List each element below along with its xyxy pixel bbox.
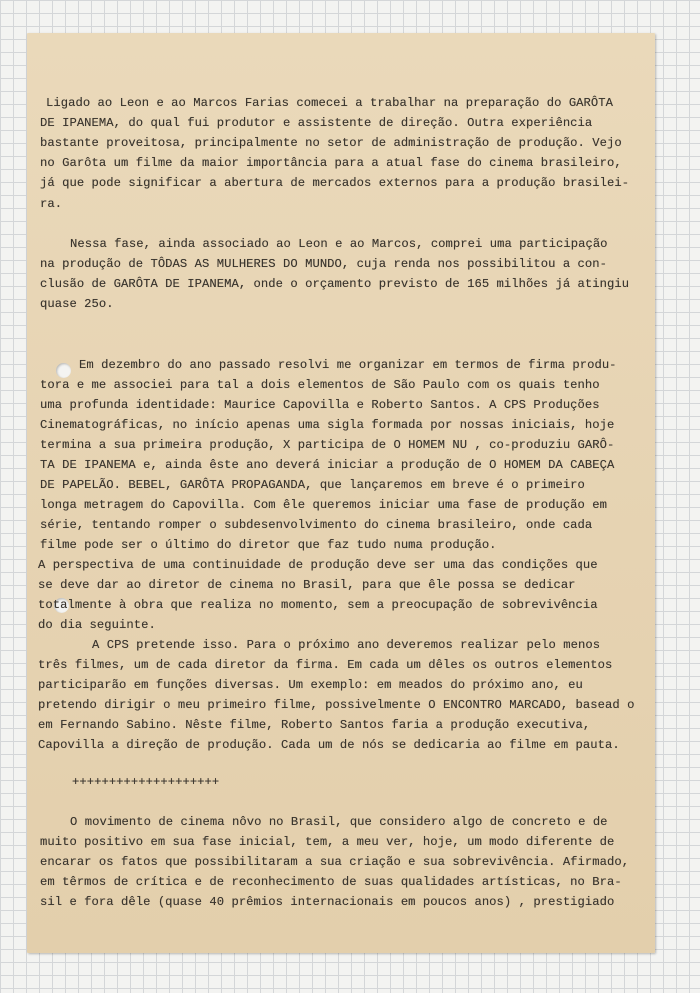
text-line: Ligado ao Leon e ao Marcos Farias comecei a trabalhar na preparação do GARÔTA <box>46 96 614 110</box>
text-line: série, tentando romper o subdesenvolvimento do cinema brasileiro, onde cada <box>40 518 593 532</box>
text-line: se deve dar ao diretor de cinema no Brasil, para que êle possa se dedicar <box>38 578 576 592</box>
text-line: Em dezembro do ano passado resolvi me organizar em termos de firma produ- <box>79 358 617 372</box>
text-line: participarão em funções diversas. Um exemplo: em meados do próximo ano, eu <box>38 678 583 692</box>
text-line: na produção de TÔDAS AS MULHERES DO MUNDO, cuja renda nos possibilitou a con- <box>40 257 608 271</box>
text-line: filme pode ser o último do diretor que faz tudo numa produção. <box>40 538 497 552</box>
text-line: clusão de GARÔTA DE IPANEMA, onde o orçamento previsto de 165 milhões já atingiu <box>40 277 630 291</box>
text-line: já que pode significar a abertura de mercados externos para a produção brasilei- <box>40 176 630 190</box>
text-line: DE IPANEMA, do qual fui produtor e assistente de direção. Outra experiência <box>40 116 593 130</box>
text-line: Capovilla a direção de produção. Cada um de nós se dedicaria ao filme em pauta. <box>38 738 620 752</box>
text-line: em têrmos de crítica e de reconhecimento de suas qualidades artísticas, no Bra- <box>40 875 622 889</box>
text-line: uma profunda identidade: Maurice Capovilla e Roberto Santos. A CPS Produções <box>40 398 600 412</box>
text-line: em Fernando Sabino. Nêste filme, Roberto Santos faria a produção executiva, <box>38 718 591 732</box>
text-line: muito positivo em sua fase inicial, tem, a meu ver, hoje, um modo diferente de <box>40 835 615 849</box>
text-line: O movimento de cinema nôvo no Brasil, que considero algo de concreto e de <box>70 815 608 829</box>
text-line: longa metragem do Capovilla. Com êle queremos iniciar uma fase de produção em <box>40 498 608 512</box>
punch-hole-upper <box>56 363 71 378</box>
text-line: encarar os fatos que possibilitaram a sua criação e sua sobrevivência. Afirmado, <box>40 855 630 869</box>
text-line: tora e me associei para tal a dois elementos de São Paulo com os quais tenho <box>40 378 600 392</box>
text-line: A CPS pretende isso. Para o próximo ano deveremos realizar pelo menos <box>92 638 601 652</box>
text-line: do dia seguinte. <box>38 618 156 632</box>
text-line: pretendo dirigir o meu primeiro filme, possivelmente O ENCONTRO MARCADO, basead o <box>38 698 635 712</box>
text-line: três filmes, um de cada diretor da firma. Em cada um dêles os outros elementos <box>38 658 613 672</box>
separator-line: ++++++++++++++++++++ <box>72 775 220 789</box>
text-line: bastante proveitosa, principalmente no setor de administração de produção. Vejo <box>40 136 622 150</box>
text-line: ra. <box>40 197 63 211</box>
text-line: sil e fora dêle (quase 40 prêmios internacionais em poucos anos) , prestigiado <box>40 895 615 909</box>
text-line: TA DE IPANEMA e, ainda êste ano deverá iniciar a produção de O HOMEM DA CABEÇA <box>40 458 615 472</box>
text-line: totalmente à obra que realiza no momento, sem a preocupação de sobrevivência <box>38 598 598 612</box>
text-line: Nessa fase, ainda associado ao Leon e ao Marcos, comprei uma participação <box>70 237 608 251</box>
text-line: quase 25o. <box>40 297 114 311</box>
text-line: DE PAPELÃO. BEBEL, GARÔTA PROPAGANDA, que lançaremos em breve é o primeiro <box>40 478 585 492</box>
text-line: A perspectiva de uma continuidade de produção deve ser uma das condições que <box>38 558 598 572</box>
text-line: Cinematográficas, no início apenas uma sigla formada por nossas iniciais, hoje <box>40 418 615 432</box>
text-line: termina a sua primeira produção, X participa de O HOMEM NU , co-produziu GARÔ- <box>40 438 615 452</box>
text-line: no Garôta um filme da maior importância para a atual fase do cinema brasileiro, <box>40 156 622 170</box>
